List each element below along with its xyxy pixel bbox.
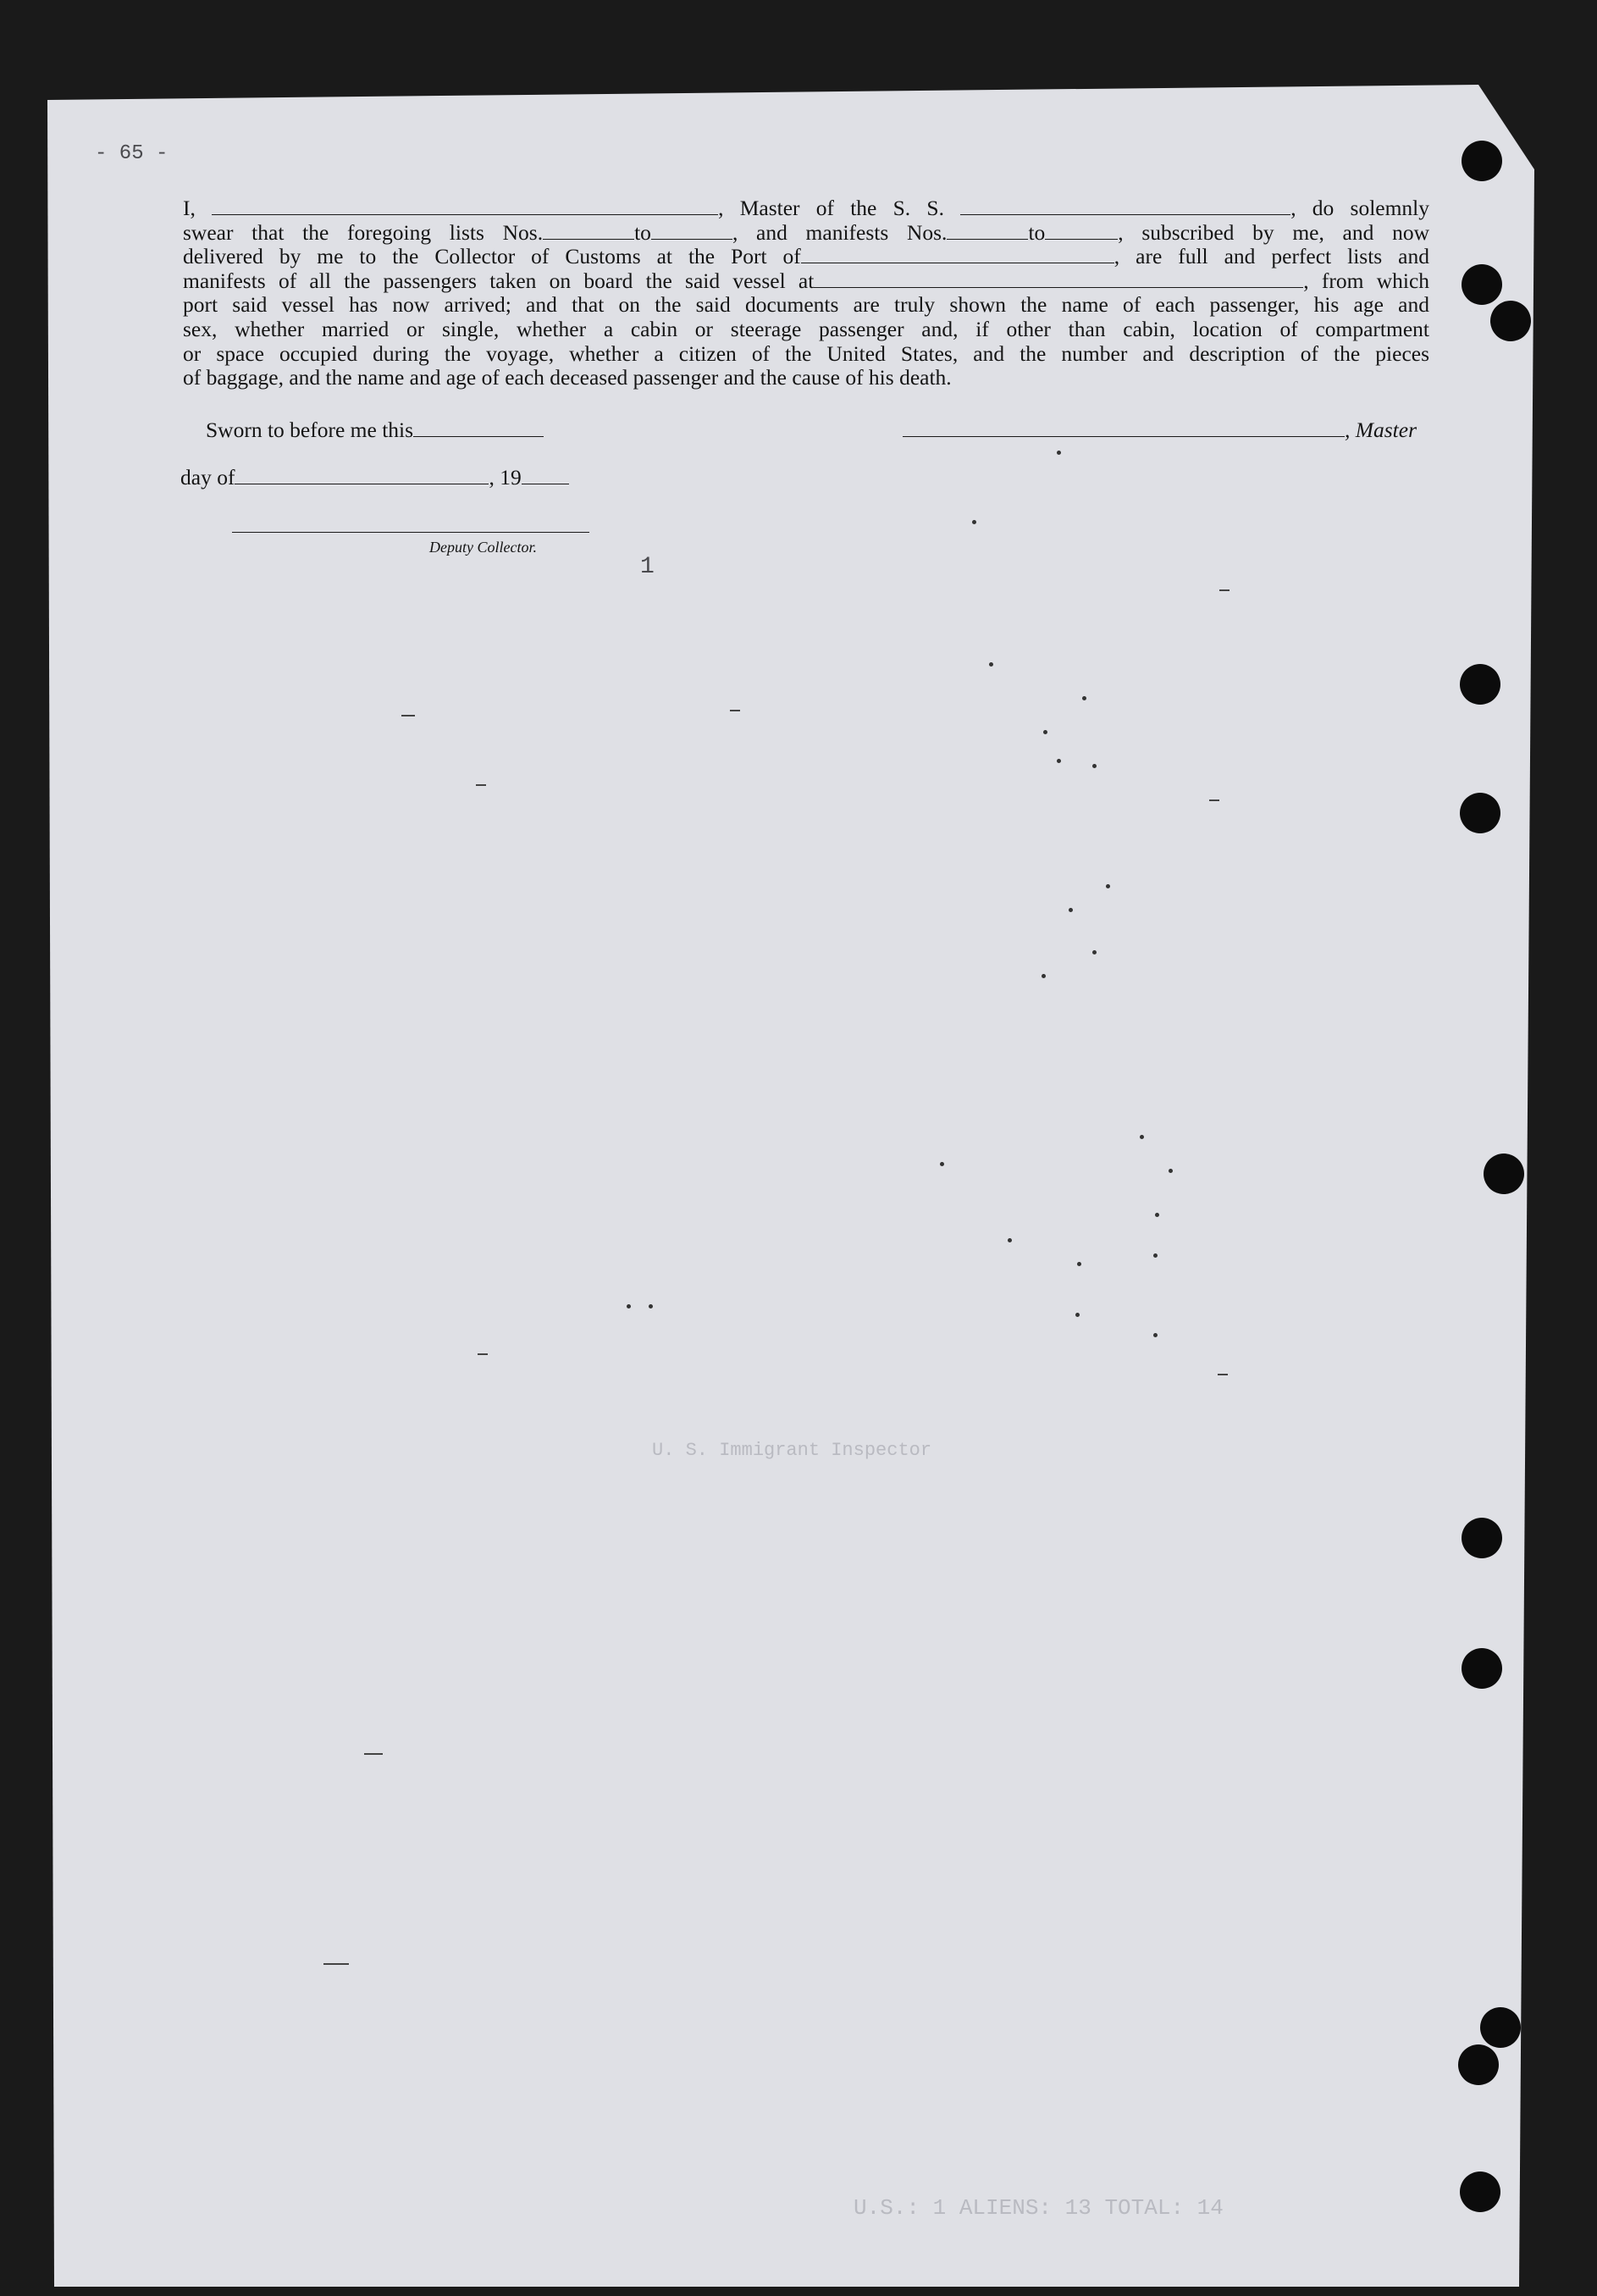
scan-speck	[1092, 950, 1097, 954]
oath-paragraph	[183, 196, 1429, 390]
deputy-signature-line	[232, 532, 589, 533]
day-of-line	[180, 465, 569, 490]
scan-dash	[476, 784, 486, 786]
scan-dash	[364, 1753, 383, 1755]
master-of-label: , Master of the S. S.	[718, 196, 944, 220]
oath-line-4	[183, 269, 1429, 294]
oath-line-5: port said vessel has now arrived; and that on the said documents are truly shown the name of each passenger, his age and	[183, 292, 1429, 318]
scan-speck	[1106, 884, 1110, 888]
manifests-from-blank	[947, 222, 1028, 240]
sworn-text: Sworn to before me this	[206, 418, 414, 442]
oath-line-2	[183, 221, 1429, 246]
manifests-to-blank	[1045, 222, 1118, 240]
scan-speck	[1075, 1313, 1080, 1317]
scan-dash	[1219, 589, 1230, 591]
sworn-date-blank	[413, 419, 544, 437]
oath-line-1	[183, 196, 1429, 221]
punch-hole	[1462, 1518, 1502, 1558]
scan-speck	[1042, 974, 1046, 978]
from-which-label: , from which	[1303, 268, 1430, 293]
bleed-totals: U.S.: 1 ALIENS: 13 TOTAL: 14	[854, 2195, 1224, 2221]
solemnly-label: , do solemnly	[1290, 196, 1430, 220]
oath-line-7: or space occupied during the voyage, whether a citizen of the United States, and the number and description of the pieces	[183, 340, 1429, 366]
scan-speck	[940, 1162, 944, 1166]
scan-speck	[1082, 696, 1086, 700]
scan-speck	[1169, 1169, 1173, 1173]
scan-speck	[1008, 1238, 1012, 1242]
scan-speck	[1140, 1135, 1144, 1139]
port-blank	[801, 246, 1114, 263]
punch-hole	[1458, 2044, 1499, 2085]
oath-i: I,	[183, 196, 196, 220]
master-signature-label: , Master	[1345, 418, 1417, 442]
scan-speck	[1155, 1213, 1159, 1217]
day-of-label: day of	[180, 465, 235, 490]
scan-dash	[323, 1963, 349, 1965]
punch-hole	[1460, 2172, 1500, 2212]
punch-hole	[1462, 1648, 1502, 1689]
punch-hole	[1480, 2007, 1521, 2048]
punch-hole	[1460, 793, 1500, 833]
scan-dash	[401, 715, 415, 716]
lists-nos-label: swear that the foregoing lists Nos.	[183, 219, 544, 245]
oath-line-8: of baggage, and the name and age of each deceased passenger and the cause of his death.	[183, 365, 952, 390]
manifests-nos-label: , and manifests Nos.	[732, 219, 948, 245]
master-signature	[903, 418, 1417, 443]
scan-dash	[478, 1353, 488, 1355]
scan-speck	[1153, 1333, 1158, 1337]
scan-speck	[627, 1304, 631, 1308]
scan-speck	[972, 520, 976, 524]
scan-speck	[1069, 908, 1073, 912]
port-of-label: delivered by me to the Collector of Customs at the Port of	[183, 244, 801, 269]
year-blank	[522, 467, 569, 484]
scan-dash	[730, 710, 740, 711]
to-label-2: to	[1028, 219, 1046, 245]
scan-speck	[1057, 451, 1061, 455]
bleed-mark: 1	[640, 554, 655, 580]
year-label: , 19	[489, 465, 522, 490]
scan-speck	[1092, 764, 1097, 768]
embark-port-blank	[814, 270, 1303, 288]
bleed-inspector-line: U. S. Immigrant Inspector	[652, 1440, 932, 1461]
to-label-1: to	[634, 219, 651, 245]
master-signature-blank	[903, 419, 1345, 437]
punch-hole	[1462, 141, 1502, 181]
scan-speck	[1077, 1262, 1081, 1266]
ship-name-blank	[960, 197, 1290, 215]
scan-dash	[1218, 1374, 1228, 1375]
scan-speck	[1057, 759, 1061, 763]
deputy-collector-label: Deputy Collector.	[429, 539, 537, 556]
master-name-blank	[212, 197, 718, 215]
oath-line-3	[183, 245, 1429, 269]
punch-hole	[1484, 1154, 1524, 1194]
scan-speck	[989, 662, 993, 667]
oath-line-6: sex, whether married or single, whether a cabin or steerage passenger and, if other than cabin, location of compartment	[183, 316, 1429, 341]
lists-to-blank	[651, 222, 732, 240]
subscribed-label: , subscribed by me, and now	[1118, 219, 1429, 245]
full-and-perfect-label: , are full and perfect lists and	[1113, 244, 1429, 269]
vessel-at-label: manifests of all the passengers taken on board the said vessel at	[183, 268, 815, 293]
day-month-blank	[235, 467, 489, 484]
sworn-label	[206, 418, 544, 443]
punch-hole	[1462, 264, 1502, 305]
scan-speck	[1043, 730, 1047, 734]
scan-speck	[1153, 1253, 1158, 1258]
lists-from-blank	[543, 222, 634, 240]
document-page	[47, 85, 1534, 2287]
scan-dash	[1209, 799, 1219, 801]
punch-hole	[1460, 664, 1500, 705]
punch-hole	[1490, 301, 1531, 341]
bleed-page-number: - 65 -	[95, 142, 169, 165]
scan-speck	[649, 1304, 653, 1308]
